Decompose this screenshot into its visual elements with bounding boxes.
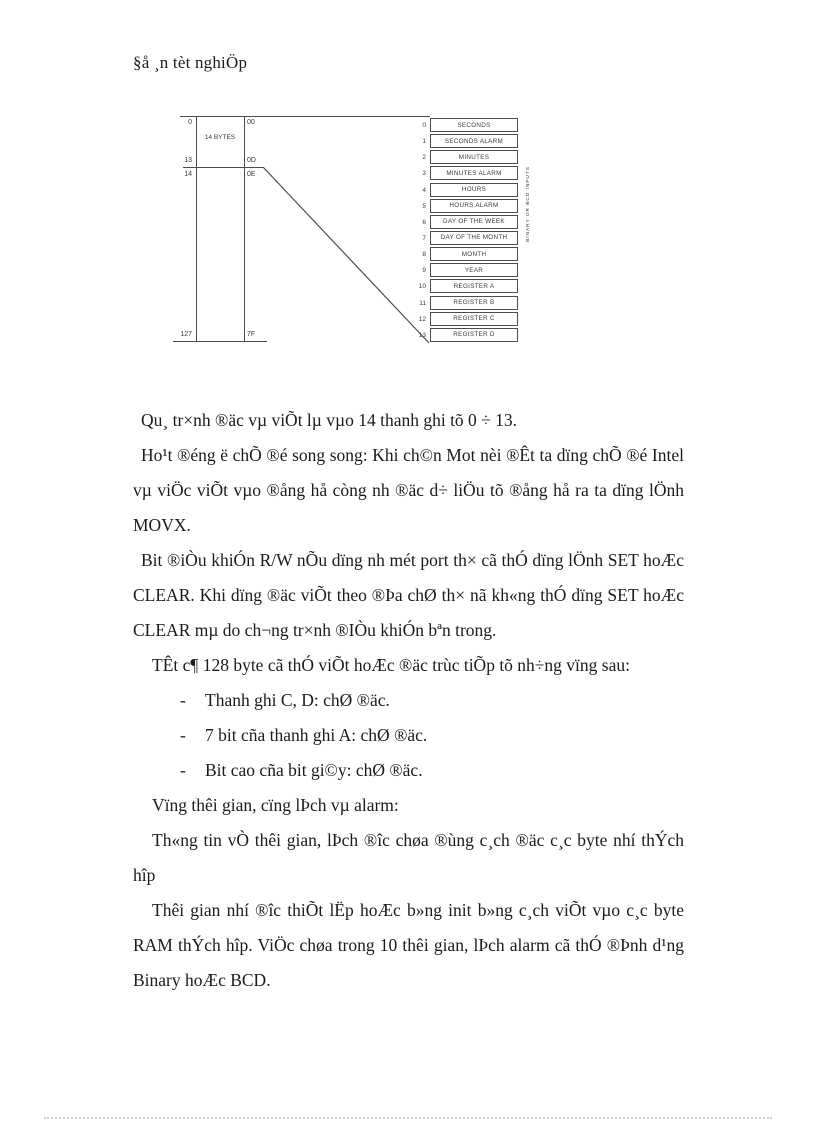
register-name: REGISTER A bbox=[453, 282, 495, 290]
paragraph-line: RAM thÝch hîp. ViÖc chøa trong 10 thêi gian, lÞch alarm cã thÓ ®Þnh d¹ng bbox=[133, 935, 684, 955]
paragraph-line: vµ viÖc viÕt vµo ®ång hå còng nh ®äc d÷ liÖu tõ ®ång hå ra ta dïng lÖnh bbox=[133, 480, 684, 500]
paragraph-line: Binary hoÆc BCD. bbox=[133, 970, 271, 990]
bullet-list bbox=[133, 683, 684, 788]
byte-offset-label-127: 127 bbox=[180, 331, 192, 338]
paragraph bbox=[133, 648, 684, 683]
register-name: DAY OF THE WEEK bbox=[443, 218, 505, 226]
register-box bbox=[430, 150, 518, 164]
register-box bbox=[430, 134, 518, 148]
hex-address-label-0e: 0E bbox=[247, 171, 256, 178]
register-box bbox=[430, 328, 518, 342]
memory-map-figure bbox=[180, 108, 550, 356]
register-index: 13 bbox=[418, 331, 426, 339]
register-name: HOURS bbox=[461, 186, 487, 194]
paragraph bbox=[133, 438, 684, 543]
register-box bbox=[430, 279, 518, 293]
register-index: 11 bbox=[419, 299, 426, 307]
register-index: 12 bbox=[418, 315, 426, 323]
register-box bbox=[430, 296, 518, 310]
paragraph-line: Qu¸ tr×nh ®äc vµ viÕt lµ vµo 14 thanh ghi tõ 0 ÷ 13. bbox=[141, 410, 518, 430]
register-name: REGISTER B bbox=[453, 299, 495, 307]
byte-offset-label-13: 13 bbox=[184, 157, 192, 164]
register-index: 2 bbox=[422, 154, 426, 162]
register-box bbox=[430, 183, 518, 197]
paragraph-line: TÊt c¶ 128 byte cã thÓ viÕt hoÆc ®äc trùc tiÕp tõ nh÷ng vïng sau: bbox=[152, 655, 630, 675]
register-name: MONTH bbox=[461, 250, 487, 258]
bullet-dash: - bbox=[180, 725, 186, 745]
scan-artifact-dots bbox=[44, 1117, 772, 1119]
register-name: HOURS ALARM bbox=[449, 202, 499, 210]
register-name: SECONDS bbox=[457, 121, 491, 129]
register-index: 0 bbox=[422, 122, 426, 129]
document-body bbox=[133, 403, 684, 998]
register-index-column bbox=[402, 118, 426, 344]
paragraph bbox=[133, 823, 684, 893]
hex-address-label-7f: 7F bbox=[247, 331, 256, 338]
register-index: 9 bbox=[422, 267, 426, 275]
register-box bbox=[430, 263, 518, 277]
register-name: YEAR bbox=[464, 266, 484, 274]
paragraph-line: hîp bbox=[133, 865, 156, 885]
bullet-dash: - bbox=[180, 760, 186, 780]
binary-or-bcd-inputs-label: BINARY OR BCD INPUTS bbox=[525, 166, 531, 242]
register-box bbox=[430, 118, 518, 132]
register-index: 10 bbox=[418, 283, 426, 291]
register-index: 3 bbox=[422, 170, 426, 178]
register-box bbox=[430, 231, 518, 245]
register-box-column bbox=[430, 118, 518, 344]
register-index: 4 bbox=[422, 186, 426, 194]
bullet-dash: - bbox=[180, 690, 186, 710]
register-name: MINUTES bbox=[458, 153, 490, 161]
register-name: MINUTES ALARM bbox=[446, 169, 502, 177]
paragraph-line: MOVX. bbox=[133, 515, 191, 535]
hex-address-label-0d: 0D bbox=[247, 157, 256, 164]
region-size-label: 14 BYTES bbox=[204, 134, 236, 141]
register-box bbox=[430, 247, 518, 261]
bullet-text: Bit cao cña bit gi©y: chØ ®äc. bbox=[205, 760, 423, 780]
paragraph-line: Th«ng tin vÒ thêi gian, lÞch ®îc chøa ®ùng c¸ch ®äc c¸c byte nhí thÝch bbox=[152, 830, 684, 850]
register-name: DAY OF THE MONTH bbox=[440, 234, 508, 242]
register-index: 5 bbox=[422, 202, 426, 210]
bullet-text: 7 bit cña thanh ghi A: chØ ®äc. bbox=[205, 725, 428, 745]
paragraph-line: Vïng thêi gian, cïng lÞch vµ alarm: bbox=[152, 795, 399, 815]
register-box bbox=[430, 166, 518, 180]
register-index: 7 bbox=[422, 234, 426, 242]
bullet-item bbox=[133, 683, 684, 718]
register-name: REGISTER C bbox=[453, 315, 495, 323]
byte-offset-label-14: 14 bbox=[184, 171, 192, 178]
paragraph-line: Bit ®iÒu khiÓn R/W nÕu dïng nh mét port th× cã thÓ dïng lÖnh SET hoÆc bbox=[141, 550, 684, 570]
paragraph bbox=[133, 403, 684, 438]
register-index: 8 bbox=[422, 251, 426, 259]
document-title: §å ¸n tèt nghiÖp bbox=[133, 53, 248, 72]
paragraph bbox=[133, 543, 684, 648]
register-name: SECONDS ALARM bbox=[444, 137, 504, 145]
hex-address-label-00: 00 bbox=[247, 119, 255, 126]
register-box bbox=[430, 215, 518, 229]
paragraph-line: Thêi gian nhí ®îc thiÕt lËp hoÆc b»ng init b»ng c¸ch viÕt vµo c¸c byte bbox=[152, 900, 684, 920]
register-index: 6 bbox=[422, 218, 426, 226]
byte-offset-label-0: 0 bbox=[188, 119, 192, 126]
paragraph-line: CLEAR. Khi dïng ®äc viÕt theo ®Þa chØ th× nã kh«ng thÓ dïng SET hoÆc bbox=[133, 585, 684, 605]
paragraph bbox=[133, 893, 684, 998]
paragraph-line: CLEAR mµ do ch¬ng tr×nh ®IÒu khiÓn bªn trong. bbox=[133, 620, 497, 640]
register-name: REGISTER D bbox=[453, 331, 495, 339]
bullet-item bbox=[133, 718, 684, 753]
bullet-item bbox=[133, 753, 684, 788]
paragraph-line: Ho¹t ®éng ë chÕ ®é song song: Khi ch©n Mot nèi ®Êt ta dïng chÕ ®é Intel bbox=[141, 445, 684, 465]
paragraph bbox=[133, 788, 684, 823]
register-box bbox=[430, 199, 518, 213]
bullet-text: Thanh ghi C, D: chØ ®äc. bbox=[205, 690, 390, 710]
register-box bbox=[430, 312, 518, 326]
register-index: 1 bbox=[422, 138, 426, 146]
